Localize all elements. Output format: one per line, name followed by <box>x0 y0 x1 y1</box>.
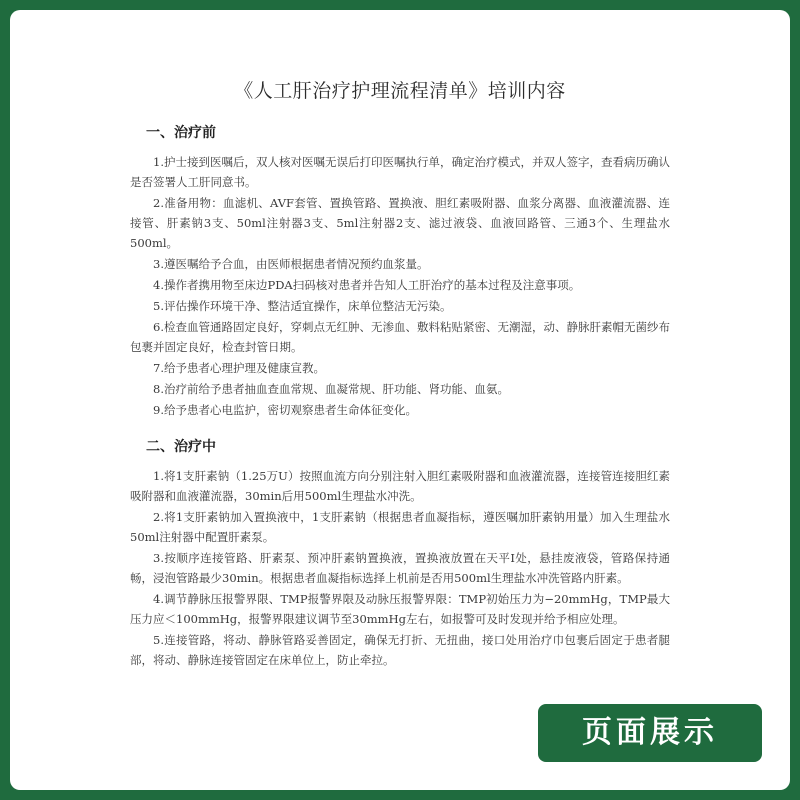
document-title: 《人工肝治疗护理流程清单》培训内容 <box>234 80 566 102</box>
paragraph: 3.按顺序连接管路、肝素泵、预冲肝素钠置换液，置换液放置在天平Ⅰ处，悬挂废液袋，管路保持通畅，浸泡管路最少30min。根据患者血凝指标选择上机前是否用500ml生理盐水冲洗管路内肝素。 <box>130 551 670 585</box>
section-heading-during-treatment: 二、治疗中 <box>146 439 216 455</box>
paragraph: 1.护士接到医嘱后，双人核对医嘱无误后打印医嘱执行单，确定治疗模式，并双人签字，查看病历确认是否签署人工肝同意书。 <box>130 155 670 189</box>
paragraph: 5.连接管路，将动、静脉管路妥善固定，确保无打折、无扭曲，接口处用治疗巾包裹后固定于患者腿部，将动、静脉连接管固定在床单位上，防止牵拉。 <box>130 633 670 667</box>
paragraph: 8.治疗前给予患者抽血查血常规、血凝常规、肝功能、肾功能、血氨。 <box>153 382 509 396</box>
paragraph: 4.操作者携用物至床边PDA扫码核对患者并告知人工肝治疗的基本过程及注意事项。 <box>153 278 581 292</box>
page-display-badge: 页面展示 <box>538 704 762 762</box>
paragraph: 9.给予患者心电监护，密切观察患者生命体征变化。 <box>153 403 417 417</box>
paragraph: 2.将1支肝素钠加入置换液中，1支肝素钠（根据患者血凝指标，遵医嘱加肝素钠用量）加入生理盐水50ml注射器中配置肝素泵。 <box>130 510 670 544</box>
paragraph: 5.评估操作环境干净、整洁适宜操作，床单位整洁无污染。 <box>153 299 452 313</box>
document-body <box>130 122 670 671</box>
paragraph: 2.准备用物：血滤机、AVF套管、置换管路、置换液、胆红素吸附器、血浆分离器、血液灌流器、连接管、肝素钠3支、50ml注射器3支、5ml注射器2支、滤过液袋、血液回路管、三通3个、生理盐水500ml。 <box>130 196 670 250</box>
paragraph: 1.将1支肝素钠（1.25万U）按照血流方向分别注射入胆红素吸附器和血液灌流器，连接管连接胆红素吸附器和血液灌流器，30min后用500ml生理盐水冲洗。 <box>130 469 670 503</box>
paragraph: 3.遵医嘱给予合血，由医师根据患者情况预约血浆量。 <box>153 257 429 271</box>
document-page <box>10 10 790 790</box>
paragraph: 7.给予患者心理护理及健康宣教。 <box>153 361 325 375</box>
section-heading-before-treatment: 一、治疗前 <box>146 125 216 141</box>
paragraph: 6.检查血管通路固定良好，穿刺点无红肿、无渗血、敷料粘贴紧密、无潮湿，动、静脉肝素帽无菌纱布包裹并固定良好，检查封管日期。 <box>130 320 670 354</box>
paragraph: 4.调节静脉压报警界限、TMP报警界限及动脉压报警界限：TMP初始压力为−20mmHg，TMP最大压力应＜100mmHg，报警界限建议调节至30mmHg左右，如报警可及时发现并给予相应处理。 <box>130 592 670 626</box>
